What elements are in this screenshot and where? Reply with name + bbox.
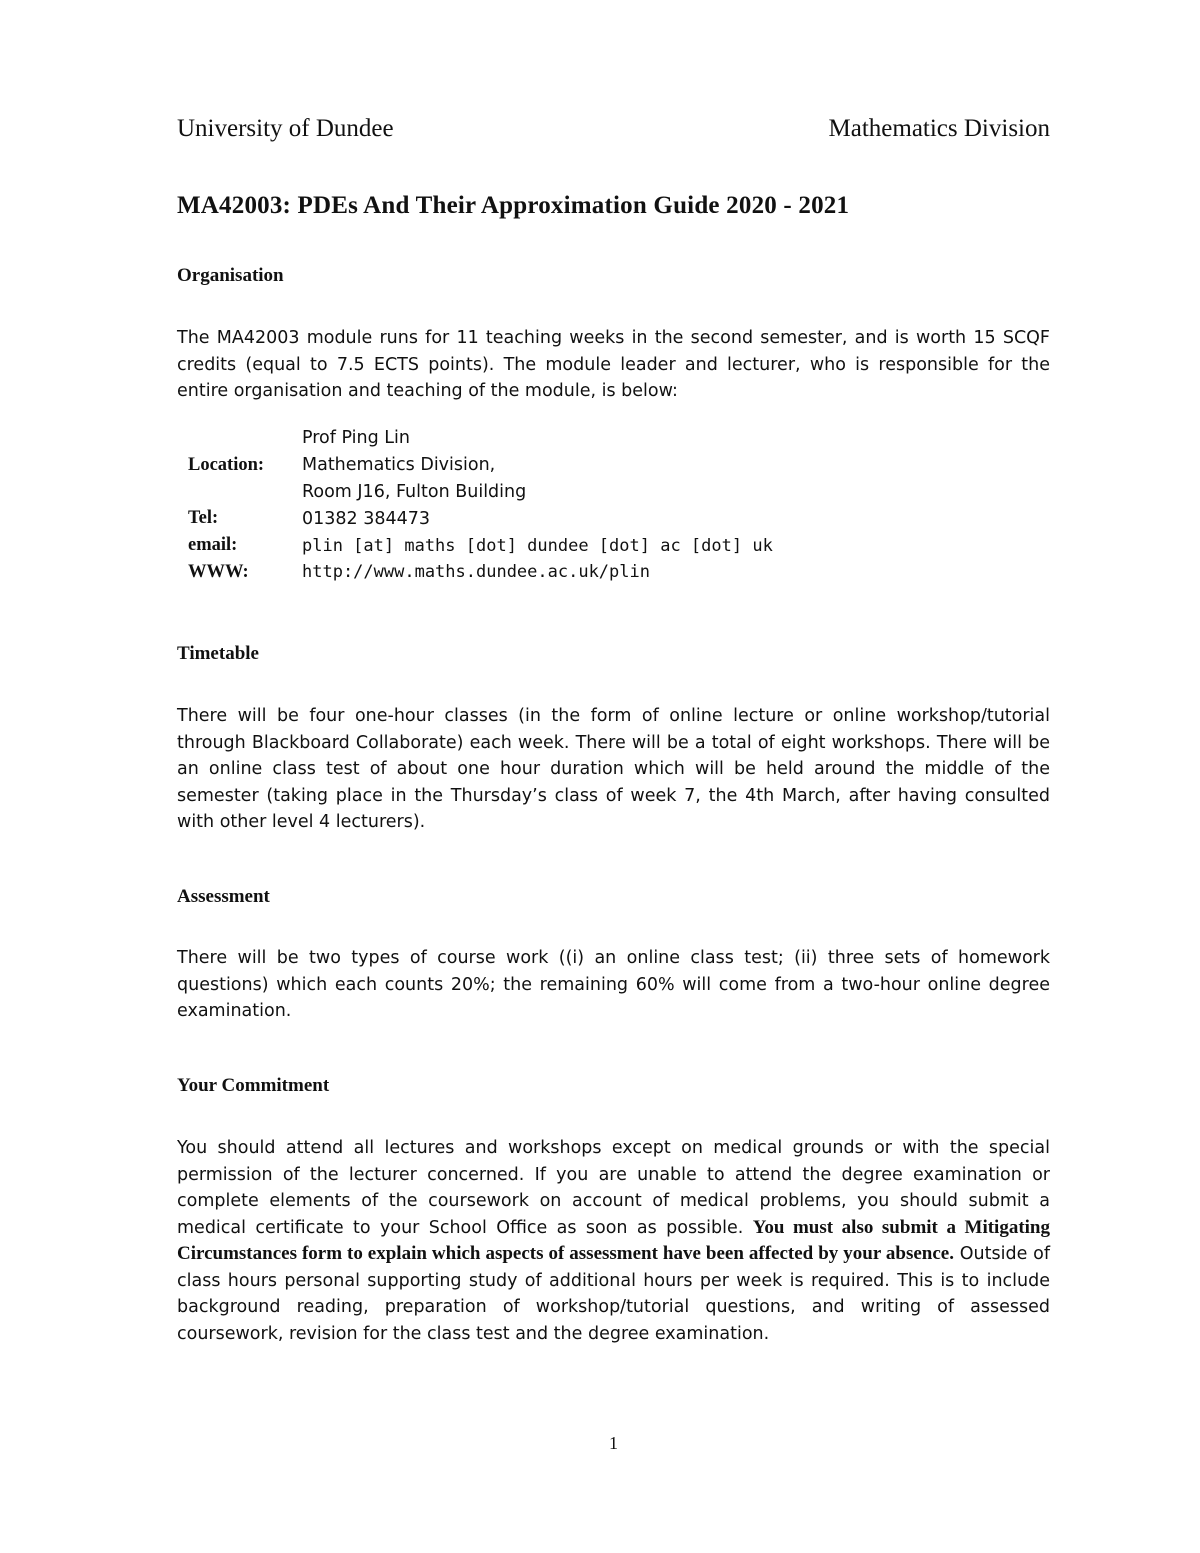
commitment-text-end: Outside of class hours personal supporting study of additional hours per week is required. This is to include background reading, preparation of workshop/tutorial questions, and writing of assessed coursework, revision for the class test and the degree examination. xyxy=(177,1244,1050,1344)
contact-row-www xyxy=(177,559,773,586)
contact-row-name xyxy=(177,425,773,452)
www-label: WWW: xyxy=(188,561,249,582)
organisation-paragraph: The MA42003 module runs for 11 teaching weeks in the second semester, and is worth 15 SCQF credits (equal to 7.5 ECTS points). The module leader and lecturer, who is responsible for the entire organisation and teaching of the module, is below: xyxy=(177,328,1050,401)
commitment-text-start: You should attend all lectures and workshops except on medical grounds or with the special permission of the lecturer concerned. If you are unable to attend the degree examination or complete elements of the coursework on account of medical problems, you should submit a medical certificate to your School Office as soon as possible. xyxy=(177,1138,1050,1238)
contact-row-room xyxy=(177,479,773,506)
contact-table xyxy=(177,425,773,586)
commitment-bold-notice: You must also submit a Mitigating Circumstances form to explain which aspects of assessment have been affected by your absence. xyxy=(177,1216,1051,1264)
email-value: plin [at] maths [dot] dundee [dot] ac [dot] uk xyxy=(302,535,773,556)
location-label: Location: xyxy=(188,454,265,475)
document-title: MA42003: PDEs And Their Approximation Guide 2020 - 2021 xyxy=(177,192,850,219)
tel-label: Tel: xyxy=(188,508,219,529)
university-name: University of Dundee xyxy=(177,115,394,142)
timetable-paragraph: There will be four one-hour classes (in the form of online lecture or online workshop/tutorial through Blackboard Collaborate) each week. There will be a total of eight workshops. There will be an online class test of about one hour duration which will be held around the middle of the semester (taking place in the Thursday’s class of week 7, the 4th March, after having consulted with other level 4 lecturers). xyxy=(177,706,1050,832)
assessment-heading: Assessment xyxy=(177,886,270,907)
tel-value: 01382 384473 xyxy=(302,508,431,529)
division-name: Mathematics Division xyxy=(828,115,1050,142)
contact-row-tel xyxy=(177,505,773,532)
location-line1: Mathematics Division, xyxy=(302,455,496,476)
commitment-paragraph xyxy=(177,1135,1050,1347)
page-number: 1 xyxy=(609,1433,618,1453)
assessment-paragraph: There will be two types of course work ((i) an online class test; (ii) three sets of homework questions) which each counts 20%; the remaining 60% will come from a two-hour online degree examination. xyxy=(177,948,1050,1021)
lecturer-name: Prof Ping Lin xyxy=(302,428,410,449)
timetable-heading: Timetable xyxy=(177,643,259,664)
organisation-heading: Organisation xyxy=(177,265,284,286)
contact-row-location xyxy=(177,452,773,479)
contact-row-email xyxy=(177,532,773,559)
location-line2: Room J16, Fulton Building xyxy=(302,481,527,502)
commitment-heading: Your Commitment xyxy=(177,1075,330,1096)
www-link[interactable]: http://www.maths.dundee.ac.uk/plin xyxy=(302,562,650,583)
email-label: email: xyxy=(188,535,238,556)
page-header xyxy=(177,115,1050,143)
